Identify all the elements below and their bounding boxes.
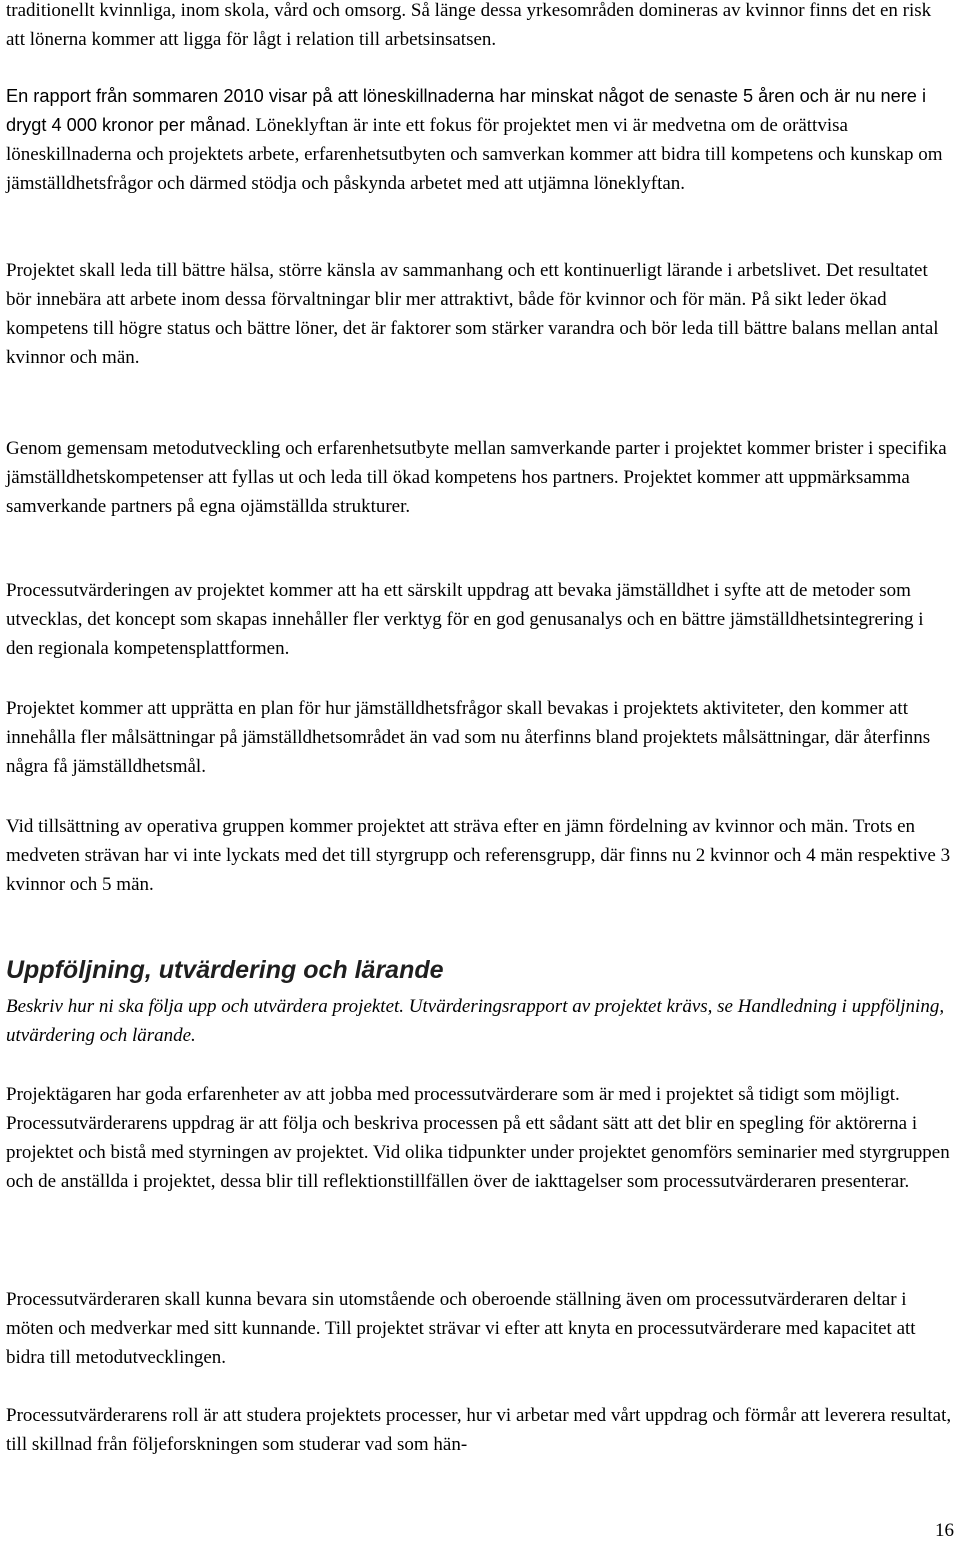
paragraph-health-outcomes: Projektet skall leda till bättre hälsa, större känsla av sammanhang och ett kontinuerligt lärande i arbetslivet. Det resultatet bör innebära att arbete inom dessa förvaltningar blir mer attraktivt, både för kvinnor och för män. På sikt leder ökad kompetens till högre status och bättre löner, det är faktorer som stärker varandra och bör leda till bättre balans mellan antal kvinnor och män. — [6, 260, 939, 368]
paragraph-process-evaluation: Processutvärderingen av projektet kommer att ha ett särskilt uppdrag att bevaka jämställdhet i syfte att de metoder som utvecklas, det koncept som skapas innehåller fler verktyg för en god genusanalys och en bättre jämställdhetsintegrering i den regionala kompetensplattformen. — [6, 580, 924, 659]
paragraph-method-development: Genom gemensam metodutveckling och erfarenhetsutbyte mellan samverkande parter i projektet kommer brister i specifika jämställdhetskompetenser att fyllas ut och leda till ökad kompetens hos partners. Projektet kommer att uppmärksamma samverkande partners på egna ojämställda strukturer. — [6, 438, 947, 517]
section-instructions: Beskriv hur ni ska följa upp och utvärdera projektet. Utvärderingsrapport av projektet krävs, se Handledning i uppföljning, utvärdering och lärande. — [6, 996, 945, 1046]
paragraph-evaluator-study: Processutvärderarens roll är att studera projektets processer, hur vi arbetar med vårt uppdrag och förmår att leverera resultat, till skillnad från följeforskningen som studerar vad som hän- — [6, 1405, 952, 1455]
paragraph-evaluator-role: Projektägaren har goda erfarenheter av att jobba med processutvärderare som är med i projektet så tidigt som möjligt. Processutvärderarens uppdrag är att följa och beskriva processen på ett sådant sätt att det blir en spegling för aktörerna i projektet och bistå med styrningen av projektet. Vid olika tidpunkter under projektet genomförs seminarier med styrgruppen och de anställda i projektet, dessa blir till reflektionstillfällen över de iakttagelser som processutvärderaren presenterar. — [6, 1084, 950, 1192]
page-number: 16 — [935, 1520, 954, 1541]
report-sentence: En rapport från sommaren 2010 visar på att löneskillnaderna har minskat något de senaste 5 åren och är nu nere i drygt 4 000 kronor per månad. — [6, 86, 927, 135]
paragraph-evaluator-independence: Processutvärderaren skall kunna bevara sin utomstående och oberoende ställning även om processutvärderaren deltar i möten och medverkar med sitt kunnande. Till projektet strävar vi efter att knyta en processutvärderare med kapacitet att bidra till metodutvecklingen. — [6, 1289, 916, 1368]
section-heading: Uppföljning, utvärdering och lärande — [6, 956, 444, 984]
paragraph-equality-plan: Projektet kommer att upprätta en plan för hur jämställdhetsfrågor skall bevakas i projektets aktiviteter, den kommer att innehålla fler målsättningar på jämställdhetsområdet än vad som nu återfinns bland projektets målsättningar, där återfinns några få jämställdhetsmål. — [6, 698, 931, 777]
pay-gap-focus-text: Löneklyftan är inte ett fokus för projektet men vi är medvetna om de orättvisa löneskillnaderna och projektets arbete, erfarenhetsutbyten och samverkan kommer att bidra till kompetens och kunskap om jämställdhetsfrågor och därmed stödja och påskynda arbetet med att utjämna löneklyftan. — [6, 115, 943, 194]
paragraph-group-composition: Vid tillsättning av operativa gruppen kommer projektet att sträva efter en jämn fördelning av kvinnor och män. Trots en medveten strävan har vi inte lyckats med det till styrgrupp och referensgrupp, där finns nu 2 kvinnor och 4 män respektive 3 kvinnor och 5 män. — [6, 816, 951, 895]
paragraph-pay-gap-context: traditionellt kvinnliga, inom skola, vård och omsorg. Så länge dessa yrkesområden domineras av kvinnor finns det en risk att lönerna kommer att ligga för lågt i relation till arbetsinsatsen. — [6, 0, 932, 50]
paragraph-pay-gap-report — [6, 82, 954, 198]
